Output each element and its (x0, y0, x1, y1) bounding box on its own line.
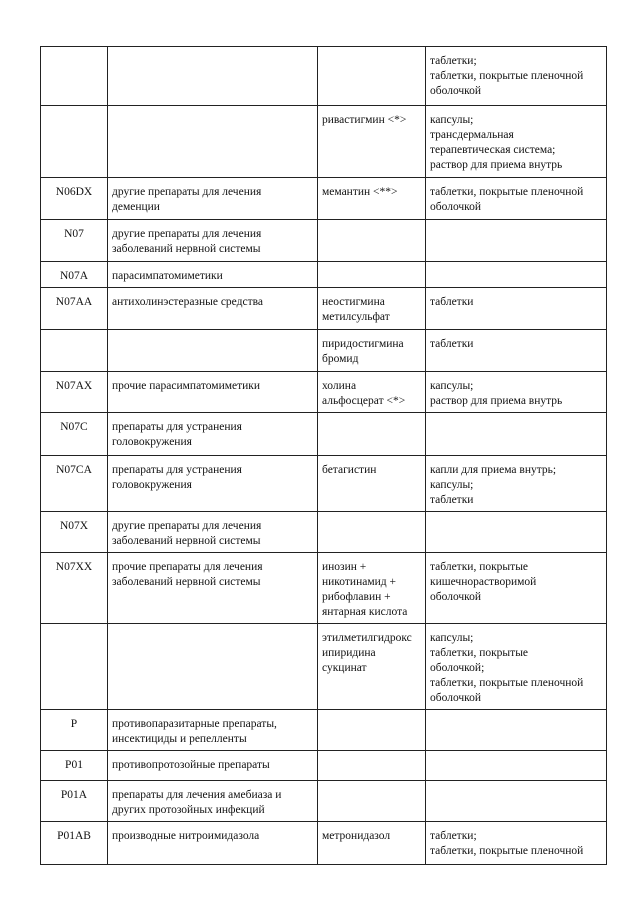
table-row (41, 330, 607, 372)
atc-code-cell: P01A (41, 781, 108, 822)
dosage-forms-cell (426, 47, 607, 106)
name-line: заболеваний нервной системы (112, 535, 261, 547)
forms-line: оболочкой (430, 591, 482, 603)
atc-code-cell (41, 47, 108, 106)
dosage-forms-cell (426, 822, 607, 865)
name-line: парасимпатомиметики (112, 270, 223, 282)
name-line: инсектициды и репелленты (112, 733, 247, 745)
group-name-cell (108, 220, 318, 262)
substance-cell (318, 106, 426, 178)
table-row (41, 106, 607, 178)
forms-line: капсулы; (430, 632, 474, 644)
forms-line: таблетки; (430, 55, 477, 67)
table-row (41, 710, 607, 751)
forms-line: капсулы; (430, 380, 474, 392)
forms-line: раствор для приема внутрь (430, 395, 563, 407)
dosage-forms-cell (426, 456, 607, 512)
name-line: других протозойных инфекций (112, 804, 265, 816)
group-name-cell (108, 822, 318, 865)
group-name-cell (108, 178, 318, 220)
table-row (41, 413, 607, 456)
forms-line: таблетки, покрытые пленочной (430, 845, 584, 857)
forms-line: капсулы; (430, 479, 474, 491)
group-name-cell (108, 512, 318, 553)
dosage-forms-cell (426, 262, 607, 288)
substance-cell (318, 178, 426, 220)
name-line: антихолинэстеразные средства (112, 296, 263, 308)
substance-cell (318, 262, 426, 288)
group-name-cell (108, 456, 318, 512)
forms-line: таблетки, покрытые (430, 647, 529, 659)
substance-line: янтарная кислота (322, 606, 408, 618)
substance-cell (318, 330, 426, 372)
dosage-forms-cell (426, 106, 607, 178)
forms-line: терапевтическая система; (430, 144, 556, 156)
forms-line: таблетки, покрытые пленочной (430, 70, 584, 82)
substance-line: бромид (322, 353, 359, 365)
name-line: другие препараты для лечения (112, 228, 262, 240)
forms-line: капли для приема внутрь; (430, 464, 557, 476)
dosage-forms-cell (426, 178, 607, 220)
name-line: препараты для устранения (112, 464, 242, 476)
dosage-forms-cell (426, 220, 607, 262)
group-name-cell (108, 288, 318, 330)
atc-code-cell: N07 (41, 220, 108, 262)
table-row (41, 178, 607, 220)
group-name-cell (108, 106, 318, 178)
group-name-cell (108, 262, 318, 288)
table-body (41, 47, 607, 865)
forms-line: раствор для приема внутрь (430, 159, 563, 171)
dosage-forms-cell (426, 751, 607, 781)
substance-line: никотинамид + (322, 576, 396, 588)
forms-line: таблетки (430, 338, 474, 350)
name-line: препараты для устранения (112, 421, 242, 433)
substance-line: холина (322, 380, 357, 392)
substance-cell (318, 413, 426, 456)
table-row (41, 288, 607, 330)
dosage-forms-cell (426, 553, 607, 624)
table-row (41, 624, 607, 710)
substance-cell (318, 822, 426, 865)
name-line: головокружения (112, 436, 192, 448)
substance-cell (318, 47, 426, 106)
substance-line: метилсульфат (322, 311, 390, 323)
drug-classification-table (40, 46, 607, 865)
name-line: производные нитроимидазола (112, 830, 260, 842)
forms-line: таблетки, покрытые (430, 561, 529, 573)
name-line: прочие парасимпатомиметики (112, 380, 261, 392)
table-row (41, 553, 607, 624)
dosage-forms-cell (426, 781, 607, 822)
substance-cell (318, 372, 426, 413)
atc-code-cell: P01 (41, 751, 108, 781)
substance-cell (318, 553, 426, 624)
substance-line: пиридостигмина (322, 338, 404, 350)
forms-line: таблетки (430, 494, 474, 506)
substance-line: инозин + (322, 561, 367, 573)
substance-line: бетагистин (322, 464, 377, 476)
name-line: другие препараты для лечения (112, 186, 262, 198)
name-line: противопротозойные препараты (112, 759, 270, 771)
substance-line: ипиридина (322, 647, 376, 659)
atc-code-cell: N07C (41, 413, 108, 456)
forms-line: таблетки, покрытые пленочной (430, 677, 584, 689)
substance-line: этилметилгидрокс (322, 632, 412, 644)
substance-cell (318, 710, 426, 751)
table-row (41, 751, 607, 781)
forms-line: кишечнорастворимой (430, 576, 537, 588)
table-row (41, 262, 607, 288)
dosage-forms-cell (426, 512, 607, 553)
group-name-cell (108, 624, 318, 710)
name-line: другие препараты для лечения (112, 520, 262, 532)
group-name-cell (108, 330, 318, 372)
atc-code-cell: N07AX (41, 372, 108, 413)
dosage-forms-cell (426, 710, 607, 751)
table-row (41, 781, 607, 822)
table-row (41, 822, 607, 865)
atc-code-cell: P (41, 710, 108, 751)
group-name-cell (108, 372, 318, 413)
substance-cell (318, 624, 426, 710)
name-line: противопаразитарные препараты, (112, 718, 277, 730)
substance-line: альфосцерат <*> (322, 395, 406, 407)
substance-line: мемантин <**> (322, 186, 398, 198)
group-name-cell (108, 710, 318, 751)
dosage-forms-cell (426, 624, 607, 710)
group-name-cell (108, 751, 318, 781)
forms-line: оболочкой (430, 201, 482, 213)
substance-cell (318, 781, 426, 822)
substance-cell (318, 220, 426, 262)
substance-cell (318, 512, 426, 553)
atc-code-cell: N07XX (41, 553, 108, 624)
table-row (41, 372, 607, 413)
forms-line: оболочкой (430, 692, 482, 704)
table-row (41, 220, 607, 262)
group-name-cell (108, 553, 318, 624)
table-row (41, 456, 607, 512)
name-line: заболеваний нервной системы (112, 243, 261, 255)
name-line: прочие препараты для лечения (112, 561, 263, 573)
dosage-forms-cell (426, 288, 607, 330)
substance-line: метронидазол (322, 830, 391, 842)
name-line: заболеваний нервной системы (112, 576, 261, 588)
atc-code-cell: N07CA (41, 456, 108, 512)
atc-code-cell: N06DX (41, 178, 108, 220)
atc-code-cell: P01AB (41, 822, 108, 865)
substance-cell (318, 751, 426, 781)
atc-code-cell (41, 106, 108, 178)
dosage-forms-cell (426, 413, 607, 456)
forms-line: таблетки; (430, 830, 477, 842)
atc-code-cell (41, 330, 108, 372)
atc-code-cell: N07X (41, 512, 108, 553)
substance-cell (318, 288, 426, 330)
dosage-forms-cell (426, 330, 607, 372)
forms-line: трансдермальная (430, 129, 514, 141)
table-row (41, 47, 607, 106)
forms-line: оболочкой; (430, 662, 485, 674)
atc-code-cell: N07AA (41, 288, 108, 330)
group-name-cell (108, 781, 318, 822)
group-name-cell (108, 413, 318, 456)
substance-line: ривастигмин <*> (322, 114, 407, 126)
substance-line: сукцинат (322, 662, 367, 674)
atc-code-cell: N07A (41, 262, 108, 288)
atc-code-cell (41, 624, 108, 710)
group-name-cell (108, 47, 318, 106)
forms-line: таблетки, покрытые пленочной (430, 186, 584, 198)
dosage-forms-cell (426, 372, 607, 413)
forms-line: оболочкой (430, 85, 482, 97)
forms-line: таблетки (430, 296, 474, 308)
name-line: головокружения (112, 479, 192, 491)
substance-line: рибофлавин + (322, 591, 391, 603)
name-line: препараты для лечения амебиаза и (112, 789, 282, 801)
forms-line: капсулы; (430, 114, 474, 126)
table-row (41, 512, 607, 553)
substance-cell (318, 456, 426, 512)
name-line: деменции (112, 201, 160, 213)
substance-line: неостигмина (322, 296, 385, 308)
